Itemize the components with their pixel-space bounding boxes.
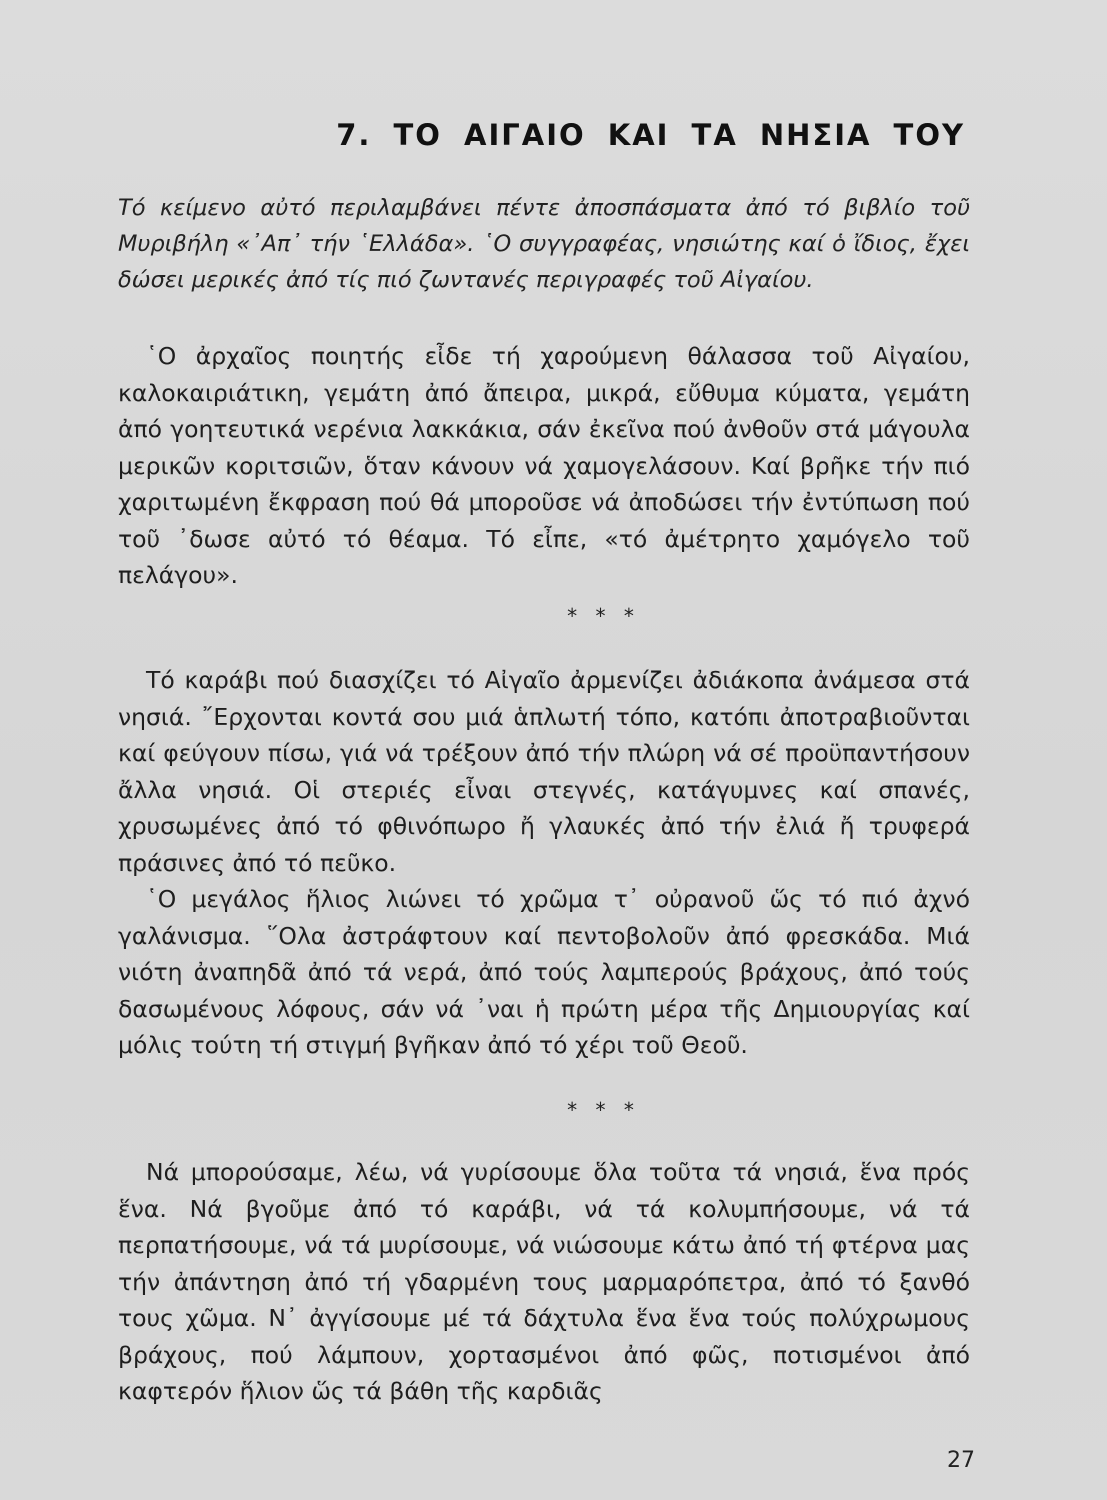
paragraph-3: ῾Ο μεγάλος ἥλιος λιώνει τό χρῶμα τ᾽ οὐρανοῦ ὥς τό πιό ἀχνό γαλάνισμα. ῞Ολα ἀστράφτουν καί πεντοβολοῦν ἀπό φρεσκάδα. Μιά νιότη ἀναπηδᾶ ἀπό τά νερά, ἀπό τούς λαμπερούς βράχους, ἀπό τούς δασωμένους λόφους, σάν νά ᾽ναι ἡ πρώτη μέρα τῆς Δημιουργίας καί μόλις τούτη τή στιγμή βγῆκαν ἀπό τό χέρι τοῦ Θεοῦ. — [118, 885, 970, 1059]
section-2 — [118, 662, 970, 1064]
paragraph-1: ῾Ο ἀρχαῖος ποιητής εἶδε τή χαρούμενη θάλασσα τοῦ Αἰγαίου, καλοκαιριάτικη, γεμάτη ἀπό ἄπειρα, μικρά, εὔθυμα κύματα, γεμάτη ἀπό γοητευτικά νερένια λακκάκια, σάν ἐκεῖνα πού ἀνθοῦν στά μάγουλα μερικῶν κοριτσιῶν, ὅταν κάνουν νά χαμογελάσουν. Καί βρῆκε τήν πιό χαριτωμένη ἔκφραση πού θά μποροῦσε νά ἀποδώσει τήν ἐντύπωση πού τοῦ ᾽δωσε αὐτό τό θέαμα. Τό εἶπε, «τό ἀμέτρητο χαμόγελο τοῦ πελάγου». — [118, 342, 970, 589]
chapter-intro: Τό κείμενο αὐτό περιλαμβάνει πέντε ἀποσπάσματα ἀπό τό βιβλίο τοῦ Μυριβήλη «᾽Απ᾽ τήν ῾Ελλάδα». ῾Ο συγγραφέας, νησιώτης καί ὁ ἴδιος, ἔχει δώσει μερικές ἀπό τίς πιό ζωντανές περιγραφές τοῦ Αἰγαίου. — [118, 195, 970, 293]
paragraph-4: Νά μπορούσαμε, λέω, νά γυρίσουμε ὅλα τοῦτα τά νησιά, ἕνα πρός ἕνα. Νά βγοῦμε ἀπό τό καράβι, νά τά κολυμπήσουμε, νά τά περπατήσουμε, νά τά μυρίσουμε, νά νιώσουμε κάτω ἀπό τή φτέρνα μας τήν ἀπάντηση ἀπό τή γδαρμένη τους μαρμαρόπετρα, ἀπό τό ξανθό τους χῶμα. Ν᾽ ἀγγίσουμε μέ τά δάχτυλα ἕνα ἕνα τούς πολύχρωμους βράχους, πού λάμπουν, χορτασμένοι ἀπό φῶς, ποτισμένοι ἀπό καφτερόν ἥλιον ὥς τά βάθη τῆς καρδιᾶς — [118, 1158, 970, 1405]
chapter-title: 7. ΤΟ ΑΙΓΑΙΟ ΚΑΙ ΤΑ ΝΗΣΙΑ ΤΟΥ — [336, 118, 965, 152]
paragraph-2: Τό καράβι πού διασχίζει τό Αἰγαῖο ἀρμενίζει ἀδιάκοπα ἀνάμεσα στά νησιά. ῎Ερχονται κοντά σου μιά ἁπλωτή τόπο, κατόπι ἀποτραβιοῦνται καί φεύγουν πίσω, γιά νά τρέξουν ἀπό τήν πλώρη νά σέ προϋπαντήσουν ἄλλα νησιά. Οἱ στεριές εἶναι στεγνές, κατάγυμνες καί σπανές, χρυσωμένες ἀπό τό φθινόπωρο ἤ γλαυκές ἀπό τήν ἐλιά ἤ τρυφερά πράσινες ἀπό τό πεῦκο. — [118, 666, 970, 877]
section-3 — [118, 1154, 970, 1410]
section-separator-2: * * * — [567, 1098, 640, 1122]
section-separator-1: * * * — [567, 604, 640, 628]
page-number: 27 — [947, 1448, 975, 1473]
section-1 — [118, 338, 970, 594]
